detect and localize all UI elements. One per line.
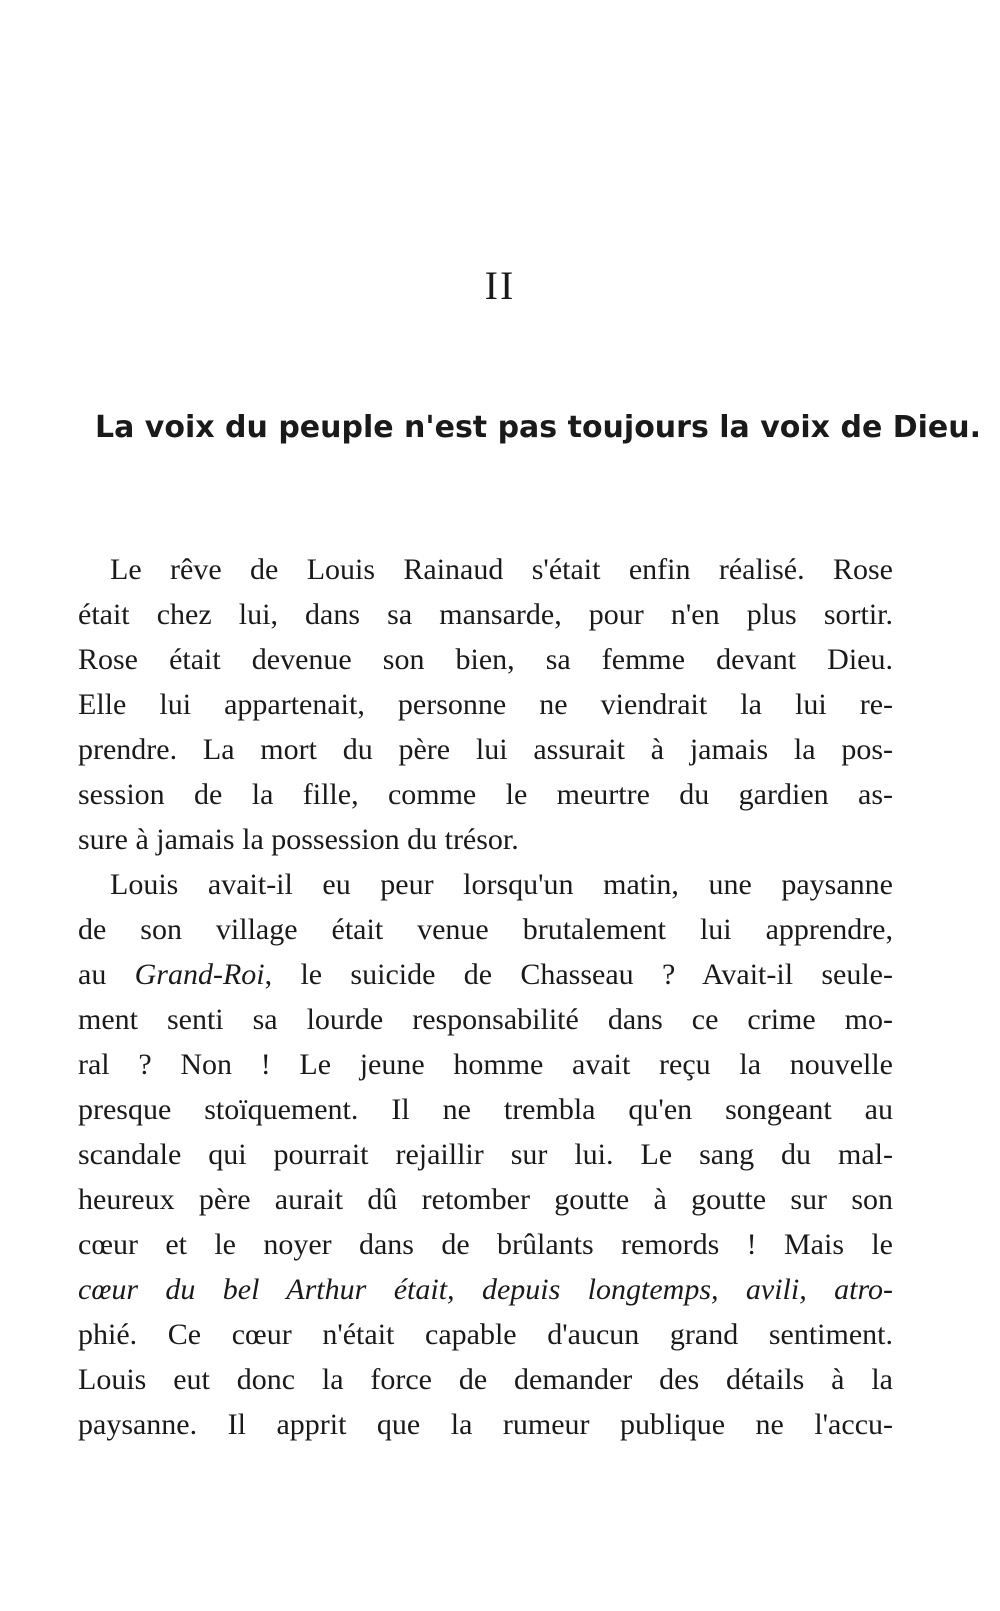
italic-text: cœur du bel Arthur était, depuis longtemps, avili, atro-: [78, 1273, 893, 1306]
text-line: session de la fille, comme le meurtre du gardien as-: [78, 778, 893, 811]
text-line: cœur et le noyer dans de brûlants remords ! Mais le: [78, 1228, 893, 1261]
italic-text: Grand-Roi: [134, 958, 265, 991]
text-line: était chez lui, dans sa mansarde, pour n'en plus sortir.: [78, 598, 893, 631]
text-line: Elle lui appartenait, personne ne viendrait la lui re-: [78, 688, 893, 721]
text-line: phié. Ce cœur n'était capable d'aucun grand sentiment.: [78, 1318, 893, 1351]
text-line: [78, 952, 893, 997]
text-line: sure à jamais la possession du trésor.: [78, 823, 519, 856]
text-line: Louis avait-il eu peur lorsqu'un matin, une paysanne: [110, 868, 893, 901]
text-line: scandale qui pourrait rejaillir sur lui. Le sang du mal-: [78, 1138, 893, 1171]
chapter-title: La voix du peuple n'est pas toujours la voix de Dieu.: [95, 410, 982, 445]
text-line: Rose était devenue son bien, sa femme devant Dieu.: [78, 643, 893, 676]
text-line: de son village était venue brutalement lui apprendre,: [78, 913, 893, 946]
chapter-number: II: [484, 263, 516, 308]
text-line: ral ? Non ! Le jeune homme avait reçu la nouvelle: [78, 1048, 893, 1081]
text-line: presque stoïquement. Il ne trembla qu'en songeant au: [78, 1093, 893, 1126]
text-segment: , le suicide de Chasseau ? Avait-il seule-: [264, 958, 893, 991]
text-line: [78, 1267, 893, 1312]
body-text: [78, 547, 893, 1447]
text-line: Louis eut donc la force de demander des détails à la: [78, 1363, 893, 1396]
text-segment: au: [78, 958, 135, 991]
text-line: heureux père aurait dû retomber goutte à goutte sur son: [78, 1183, 893, 1216]
text-line: ment senti sa lourde responsabilité dans ce crime mo-: [78, 1003, 893, 1036]
text-line: Le rêve de Louis Rainaud s'était enfin réalisé. Rose: [110, 553, 893, 586]
text-line: prendre. La mort du père lui assurait à jamais la pos-: [78, 733, 893, 766]
text-line: paysanne. Il apprit que la rumeur publique ne l'accu-: [78, 1408, 893, 1441]
